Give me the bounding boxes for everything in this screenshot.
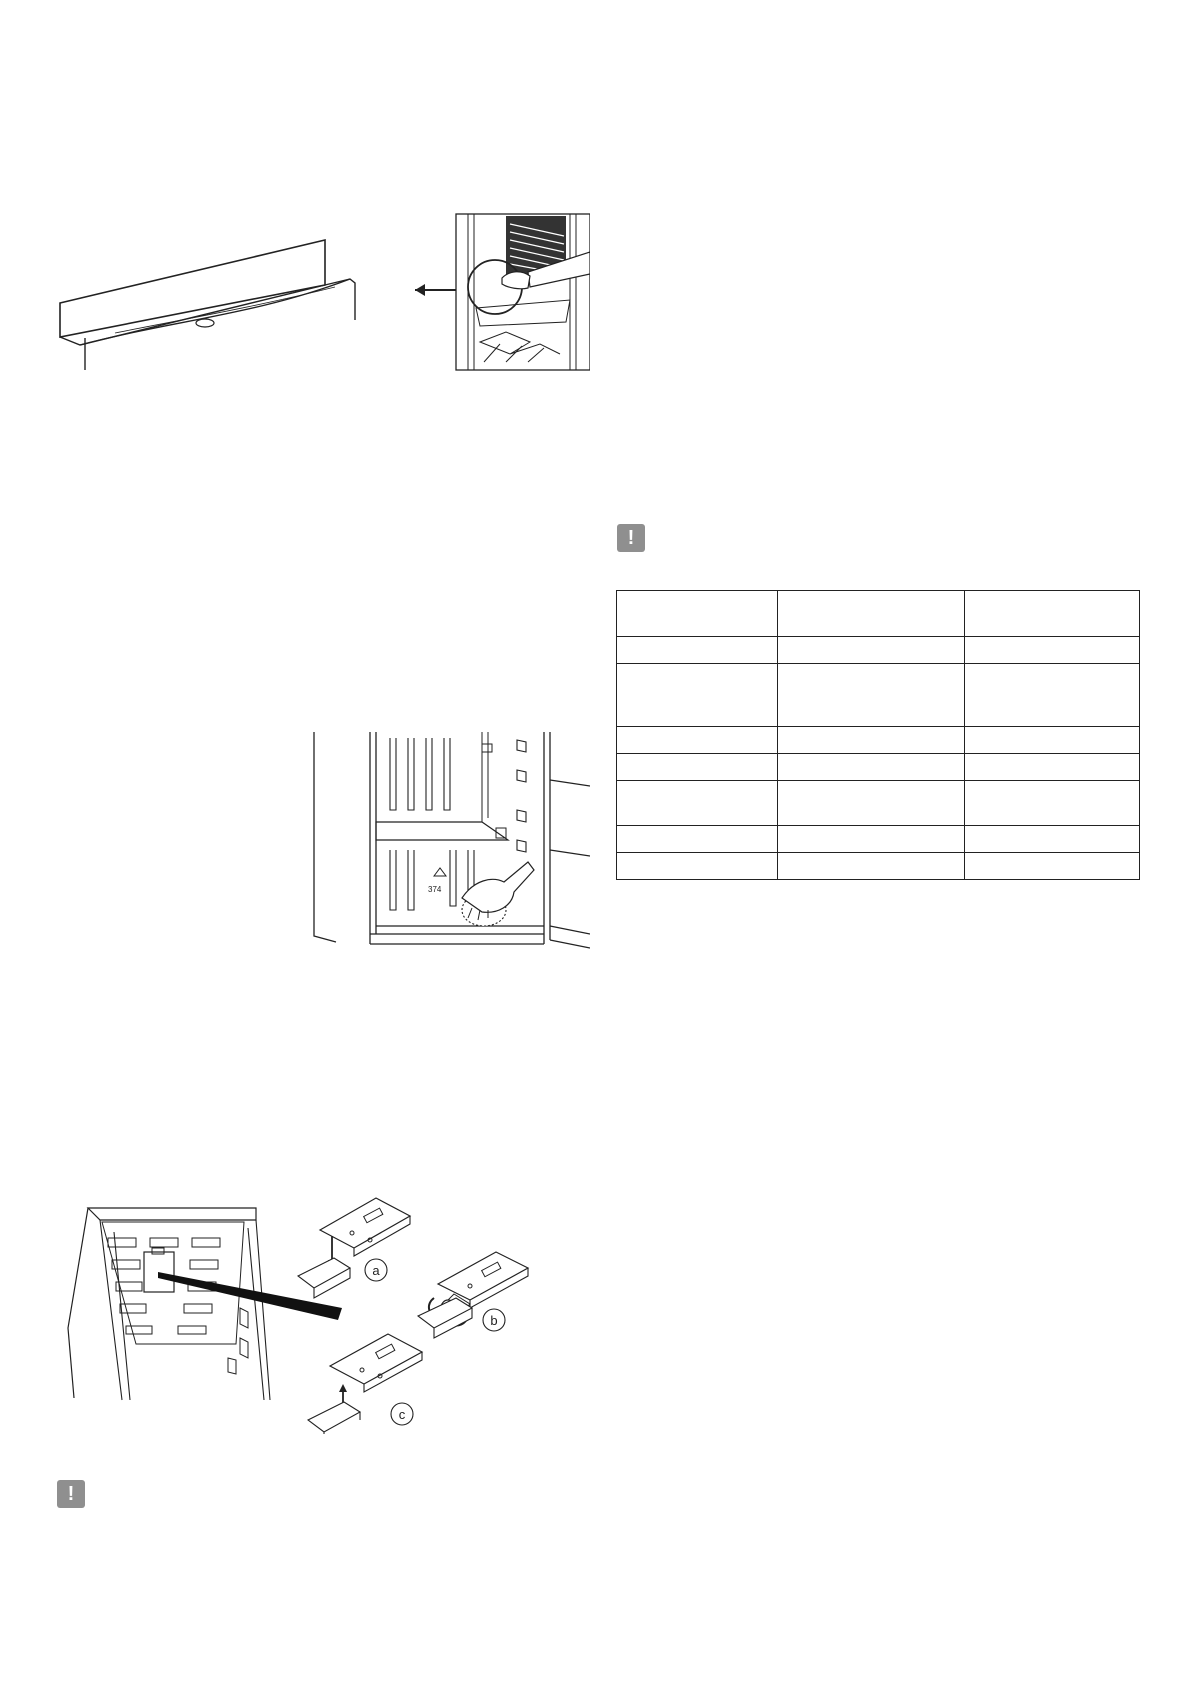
- table-row: [617, 664, 1140, 727]
- panel-number: 374: [428, 885, 442, 894]
- lamp-cover-replacement-drawing: [58, 1188, 580, 1434]
- wipe-interior-figure: [312, 730, 590, 962]
- warning-icon-right: [617, 524, 645, 552]
- drip-channel-figure: [55, 235, 365, 375]
- step-label-b: b: [490, 1313, 498, 1328]
- lamp-replacement-figure: [58, 1188, 580, 1434]
- table-row: [617, 826, 1140, 853]
- table-row: [617, 637, 1140, 664]
- table-row: [617, 727, 1140, 754]
- warning-icon-bottom: [57, 1480, 85, 1508]
- step-label-c: c: [398, 1407, 406, 1422]
- exclamation-icon: !: [627, 527, 635, 549]
- interior-wipe-drawing: [312, 730, 590, 962]
- drain-hole-cleaning-drawing: [410, 212, 590, 372]
- specification-table: [616, 590, 1140, 880]
- step-label-a: a: [372, 1263, 380, 1278]
- table-row: [617, 781, 1140, 826]
- drip-channel-drawing: [55, 235, 365, 375]
- table-row: [617, 853, 1140, 880]
- table-row: [617, 591, 1140, 637]
- table-row: [617, 754, 1140, 781]
- drain-hole-figure: [410, 212, 590, 372]
- exclamation-icon: !: [67, 1483, 75, 1505]
